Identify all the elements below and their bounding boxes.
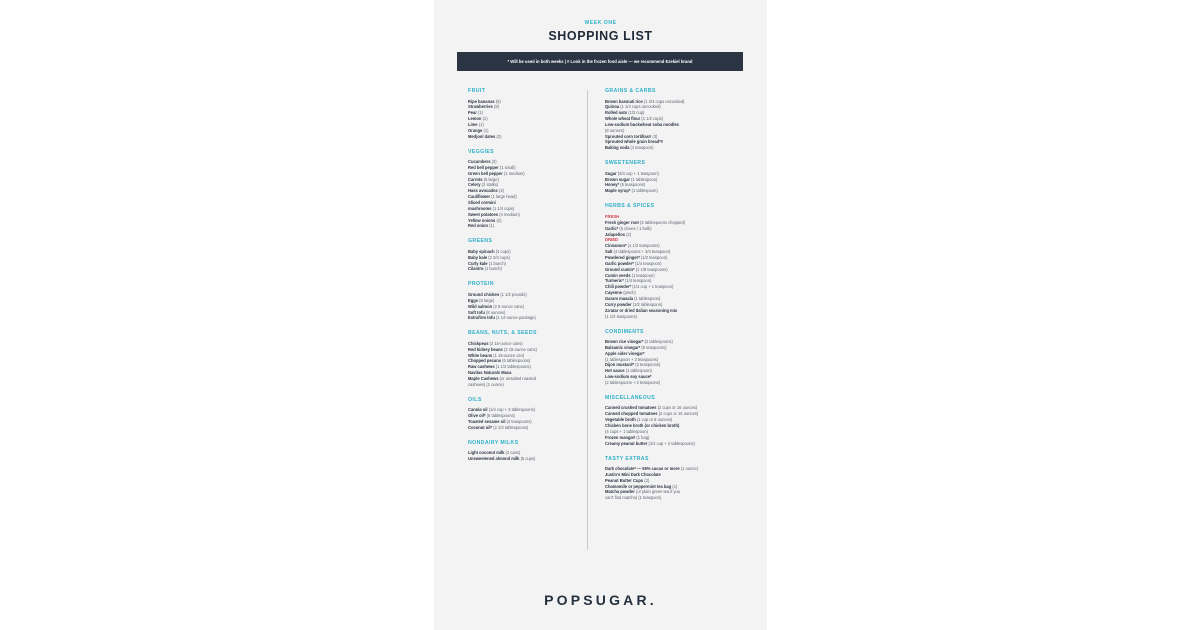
item-name: Sliced cremini <box>468 200 496 205</box>
item-quantity: (1 medium) <box>503 170 525 176</box>
item-name: mushrooms <box>468 205 492 211</box>
list-section <box>605 160 745 194</box>
item-quantity: (1 1/2 pounds) <box>500 291 527 297</box>
item-quantity: (1 1/2 teaspoons) <box>627 243 660 249</box>
item-name: Dijon mustard* <box>605 362 635 368</box>
item-name: Chili powder* <box>605 284 632 290</box>
item-quantity: (1 14-ounce package) <box>495 315 536 321</box>
item-quantity: (8 ounces) <box>605 127 625 133</box>
item-quantity: (6 cloves / 1 bulb) <box>619 225 652 231</box>
item-name: Medjool dates <box>468 133 496 139</box>
item-quantity: (1 1/4 cups) <box>492 205 515 211</box>
item-name: Cilantro <box>468 266 484 272</box>
item-quantity: (1/4 cup + 1 teaspoon) <box>632 284 674 290</box>
item-name: Baby spinach <box>468 248 495 254</box>
item-quantity: (4 tablespoons + 3/4 teaspoon) <box>613 249 671 255</box>
item-quantity: cashews) (1 ounce) <box>468 381 504 387</box>
item-name: Yellow onions <box>468 217 496 223</box>
item-name: Carrots <box>468 176 483 182</box>
section-title: TASTY EXTRAS <box>605 455 649 462</box>
section-title: HERBS & SPICES <box>605 203 655 210</box>
item-name: Olive oil* <box>468 413 486 419</box>
item-quantity: (1 cup or 8 ounces) <box>636 417 673 423</box>
item-quantity: (4 teaspoons) <box>506 419 532 424</box>
item-quantity: (1 1/4 cups uncooked) <box>620 104 661 110</box>
legend-banner: * Will be used in both weeks | # Look in the frozen food aisle — we recommend Ezekiel brand <box>457 52 743 71</box>
item-name: Salt <box>605 249 613 255</box>
item-quantity: (2 cans) <box>505 450 521 456</box>
item-quantity: (2 stalks) <box>481 182 499 188</box>
item-quantity: (3) <box>652 133 658 139</box>
list-section <box>605 329 745 386</box>
section-title: GREENS <box>468 238 493 245</box>
item-name: Baby kale <box>468 254 488 260</box>
item-quantity: (5 teaspoons) <box>620 182 646 188</box>
item-quantity: (4 cups + 1 tablespoon) <box>605 428 648 434</box>
item-name: Brown sugar <box>605 176 631 182</box>
brand-logo: POPSUGAR. <box>544 592 657 608</box>
item-quantity: (2 5-ounce cans) <box>493 303 524 309</box>
item-quantity: (1 bag) <box>636 434 650 440</box>
item-name: Pear <box>468 110 477 116</box>
item-name: Sprouted corn tortillas# <box>605 133 652 139</box>
item-quantity: (2) <box>496 217 502 223</box>
item-quantity: (2 1/2 tablespoons) <box>493 424 529 430</box>
item-quantity: (1/3 cup) <box>628 110 645 116</box>
item-name: Celery <box>468 182 481 188</box>
item-quantity: (1/4 teaspoon) <box>624 278 652 284</box>
item-quantity: (2) <box>626 231 632 237</box>
item-quantity: (5 teaspoons) <box>641 344 667 350</box>
item-name: Lemon <box>468 116 482 122</box>
item-name: Ground chicken <box>468 291 500 297</box>
item-name: Navitas Naturals Maca <box>468 370 512 376</box>
item-quantity: (1 small) <box>499 164 516 170</box>
item-name: Matcha powder <box>605 489 635 495</box>
list-section <box>605 88 745 151</box>
item-name: Curly kale <box>468 260 488 266</box>
item-name: Green bell pepper <box>468 170 503 176</box>
item-quantity: (1 tablespoon + 3 teaspoons) <box>605 356 659 362</box>
item-quantity: (or plain green tea if you <box>635 489 681 495</box>
item-quantity: (1/2 tablespoon) <box>632 301 663 307</box>
section-title: OILS <box>468 396 482 403</box>
item-quantity: (1/4 cup + 3 tablespoons) <box>488 407 536 413</box>
section-title: FRUIT <box>468 88 486 94</box>
item-name: Garlic powder* <box>605 260 634 266</box>
item-name: Justin's Mini Dark Chocolate <box>605 471 661 477</box>
item-name: Garlic* <box>605 225 619 231</box>
item-quantity: (1 ounce) <box>680 466 699 472</box>
item-quantity: (1/2 teaspoon) <box>640 255 668 261</box>
item-quantity: (1) <box>672 483 678 489</box>
item-name: Jalapeños <box>605 231 626 237</box>
item-name: Honey* <box>605 182 620 188</box>
section-title: GRAINS & CARBS <box>605 88 656 94</box>
item-name: Baking soda <box>605 145 630 151</box>
item-quantity: (1) <box>478 121 484 127</box>
item-name: Turmeric* <box>605 278 624 284</box>
item-name: Soft tofu <box>468 309 485 315</box>
item-name: Cucumbers <box>468 159 491 165</box>
item-name: Light coconut milk <box>468 450 505 456</box>
item-name: Balsamic vinegar* <box>605 344 641 350</box>
item-quantity: (8 tablespoons) <box>486 413 515 419</box>
item-name: Brown rice vinegar* <box>605 339 644 345</box>
item-quantity: (2 15-ounce cans) <box>489 340 523 346</box>
item-name: Vegetable broth <box>605 417 636 423</box>
right-column <box>605 88 745 510</box>
item-name: Frozen mango# <box>605 434 636 440</box>
item-name: White beans <box>468 352 493 358</box>
item-name: Chopped pecans <box>468 358 501 364</box>
item-quantity: (2 teaspoons) <box>635 362 661 368</box>
item-name: Wild salmon <box>468 303 493 309</box>
item-quantity: (2 cups or 16 ounces) <box>657 405 698 411</box>
item-name: Maple Cashews <box>468 375 499 381</box>
list-item <box>605 441 745 447</box>
item-quantity: (1 teaspoon) <box>631 272 655 278</box>
item-quantity: (5) <box>495 98 501 104</box>
item-name: Hot sauce <box>605 368 625 374</box>
item-quantity: (2 tablespoons chopped) <box>640 219 686 225</box>
item-name: Za'atar or dried Italian seasoning mix <box>605 307 678 313</box>
item-quantity: (5 cups) <box>520 456 536 462</box>
item-quantity: (1) <box>483 127 489 133</box>
section-title: CONDIMENTS <box>605 328 644 335</box>
item-quantity: (2) <box>498 188 504 194</box>
item-name: Orange <box>468 127 483 133</box>
item-name: Chickpeas <box>468 340 489 346</box>
item-name: Red bell pepper <box>468 164 499 170</box>
item-quantity: (1 1/2 cups) <box>641 116 664 122</box>
item-quantity: (6 tablespoons) <box>502 358 531 364</box>
item-name: Extrafirm tofu <box>468 315 495 321</box>
item-name: Sprouted whole grain bread*# <box>605 139 664 145</box>
item-name: Sweet potatoes <box>468 211 499 217</box>
item-quantity: (1) <box>478 110 484 116</box>
item-quantity: (4 cups) <box>495 248 511 254</box>
item-quantity: (1/4 teaspoon) <box>635 260 662 266</box>
item-quantity: (pinch) <box>623 290 636 296</box>
item-name: Ground cumin* <box>605 266 635 272</box>
list-section <box>605 456 745 502</box>
item-name: Unsweetened almond milk <box>468 456 520 462</box>
item-name: Dark chocolate* — 55% cacao or more <box>605 466 680 472</box>
item-name: Canned crushed tomatoes <box>605 405 657 411</box>
item-name: Raw cashews <box>468 364 495 370</box>
item-quantity: (5 large) <box>483 176 499 182</box>
item-quantity: (1 tablespoon) <box>631 188 658 194</box>
item-quantity: (4 medium) <box>499 211 520 217</box>
item-name: Apple cider vinegar* <box>605 350 645 356</box>
item-name: Cayenne <box>605 290 623 296</box>
item-quantity: (1) <box>489 223 495 229</box>
list-item <box>605 314 745 320</box>
column-divider <box>587 90 588 550</box>
item-quantity: (1 tablespoon) <box>631 176 658 182</box>
item-quantity: (2 tablespoons) <box>644 339 673 345</box>
item-quantity: (3/4 cup + 1 teaspoon) <box>617 170 659 176</box>
item-quantity: can't find matcha) (1 teaspoon) <box>605 495 662 501</box>
item-quantity: (1 tablespoon) <box>634 295 661 301</box>
item-quantity: (2 15-ounce cans) <box>503 346 537 352</box>
item-quantity: (1 1/8 teaspoons) <box>635 266 668 272</box>
item-name: Red kidney beans <box>468 346 503 352</box>
item-name: Coconut oil* <box>468 424 493 430</box>
item-name: Quinoa <box>605 104 620 110</box>
item-quantity: (1 15-ounce can) <box>493 352 525 358</box>
item-name: Sugar <box>605 170 617 176</box>
item-name: Red onion <box>468 223 489 229</box>
subsection-label: FRESH <box>605 213 620 219</box>
item-name: Creamy peanut butter <box>605 440 648 446</box>
item-quantity: (1 bunch) <box>484 266 502 272</box>
item-quantity: (1 3/4 cups uncooked) <box>643 98 685 104</box>
item-name: Chicken bone broth (or chicken broth) <box>605 423 680 428</box>
item-name: Garam masala <box>605 295 633 301</box>
section-title: PROTEIN <box>468 281 494 288</box>
item-quantity: (1 bunch) <box>488 260 507 266</box>
shopping-list-sheet <box>434 0 767 630</box>
item-name: Ripe bananas <box>468 98 495 104</box>
section-title: BEANS, NUTS, & SEEDS <box>468 330 537 337</box>
item-name: Lime <box>468 121 478 127</box>
section-title: MISCELLANEOUS <box>605 394 656 401</box>
page-title: SHOPPING LIST <box>548 29 653 43</box>
item-quantity: (3) <box>491 159 497 165</box>
item-quantity: (2 3/4 cups) <box>488 254 510 260</box>
section-title: NONDAIRY MILKS <box>468 439 519 446</box>
item-name: Brown basmati rice <box>605 98 643 104</box>
item-quantity: (1 large head) <box>491 194 517 200</box>
item-name: Cumin seeds <box>605 272 631 278</box>
item-quantity: (8) <box>493 104 499 110</box>
item-name: Strawberries <box>468 104 493 110</box>
item-quantity: (1 1/2 teaspoons) <box>605 313 637 319</box>
list-item <box>605 188 745 194</box>
item-name: Eggs <box>468 297 479 303</box>
item-name: Fresh ginger root <box>605 219 639 225</box>
list-section <box>605 395 745 446</box>
item-name: Chamomile or peppermint tea bag <box>605 483 672 489</box>
item-quantity: (1) <box>482 116 488 122</box>
item-quantity: (2) <box>644 477 650 483</box>
week-label: WEEK ONE <box>584 20 617 26</box>
list-section <box>605 203 745 319</box>
item-quantity: (1 teaspoon) <box>630 145 654 151</box>
item-quantity: (8 large) <box>479 297 495 303</box>
item-name: Low-sodium soy sauce* <box>605 374 652 380</box>
item-name: Whole wheat flour <box>605 116 641 122</box>
item-name: Maple syrup* <box>605 188 631 194</box>
section-title: VEGGIES <box>468 148 495 155</box>
item-name: Canned chopped tomatoes <box>605 411 658 417</box>
item-name: Low-sodium buckwheat soba noodles <box>605 121 679 127</box>
item-name: Powdered ginger* <box>605 255 640 261</box>
item-name: Rolled oats <box>605 110 628 116</box>
item-name: Cauliflower <box>468 194 491 200</box>
item-name: Cinnamon* <box>605 243 627 249</box>
subsection-label: DRIED <box>605 237 619 243</box>
item-name: Curry powder <box>605 301 632 307</box>
item-name: Toasted sesame oil <box>468 419 506 424</box>
section-title: SWEETENERS <box>605 160 646 167</box>
item-quantity: (2 tablespoons + 2 teaspoons) <box>605 379 661 385</box>
item-quantity: (1/4 cup + 2 tablespoons) <box>648 440 695 446</box>
item-quantity: (1 tablespoon) <box>625 368 652 374</box>
item-quantity: (8 ounces) <box>485 309 506 315</box>
item-quantity: (2 cups or 16 ounces) <box>658 411 699 417</box>
list-item <box>605 380 745 386</box>
item-name: Hass avocados <box>468 188 498 194</box>
list-item <box>605 495 745 501</box>
item-quantity: (or unsalted roasted <box>499 375 537 381</box>
item-name: Peanut Butter Cups <box>605 477 644 483</box>
item-quantity: (1 1/2 tablespoons) <box>495 364 531 370</box>
item-quantity: (2) <box>496 133 502 139</box>
list-item <box>605 145 745 151</box>
item-name: Canola oil <box>468 407 488 413</box>
